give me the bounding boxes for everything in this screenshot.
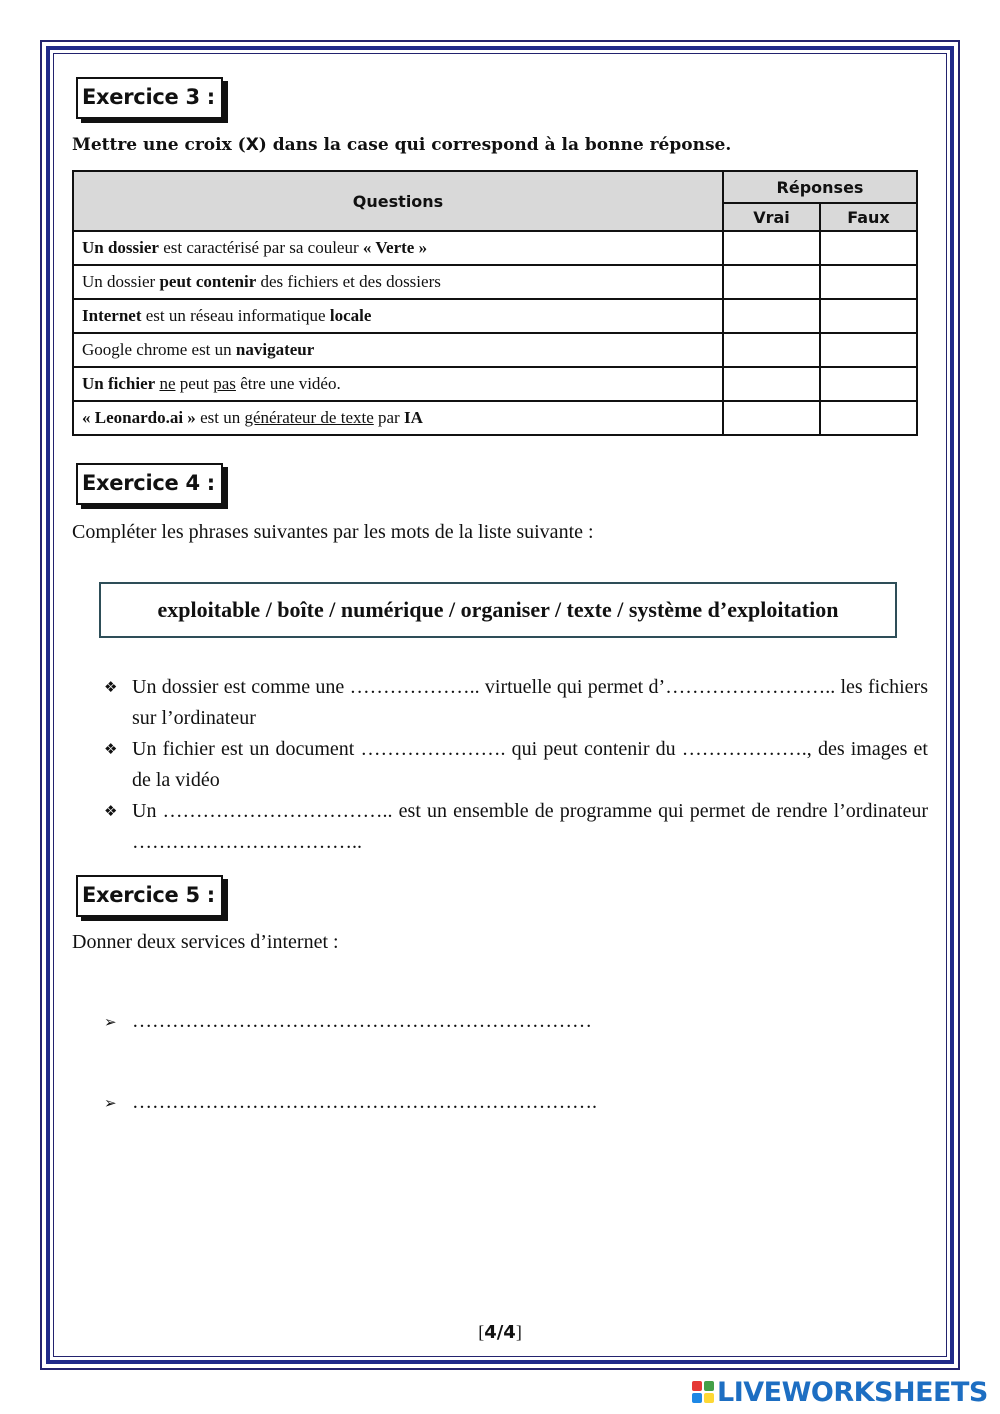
header-false: Faux bbox=[820, 203, 917, 231]
answer-field[interactable]: ……………………………………………………………. bbox=[132, 1091, 597, 1113]
header-questions: Questions bbox=[73, 171, 723, 231]
cross-mark: X bbox=[245, 135, 259, 155]
answer-false-checkbox[interactable] bbox=[820, 231, 917, 265]
table-row bbox=[73, 231, 917, 265]
answer-true-checkbox[interactable] bbox=[723, 265, 820, 299]
answer-true-checkbox[interactable] bbox=[723, 231, 820, 265]
answer-true-checkbox[interactable] bbox=[723, 367, 820, 401]
table-row bbox=[73, 401, 917, 435]
instruction-part: Mettre une croix ( bbox=[72, 135, 246, 155]
list-item bbox=[104, 796, 928, 858]
liveworksheets-logo bbox=[692, 1376, 988, 1408]
header-answers: Réponses bbox=[723, 171, 917, 203]
table-row bbox=[73, 367, 917, 401]
answer-false-checkbox[interactable] bbox=[820, 367, 917, 401]
answer-line bbox=[104, 1091, 597, 1114]
exercise5-instruction: Donner deux services d’internet : bbox=[72, 931, 339, 953]
exercise4-title: Exercice 4 : bbox=[76, 463, 223, 505]
brand-name: LIVEWORKSHEETS bbox=[717, 1376, 988, 1408]
true-false-table bbox=[72, 170, 918, 436]
answer-true-checkbox[interactable] bbox=[723, 333, 820, 367]
question-cell: Un fichier ne peut pas être une vidéo. bbox=[73, 367, 723, 401]
answer-true-checkbox[interactable] bbox=[723, 299, 820, 333]
question-cell: « Leonardo.ai » est un générateur de texte par IA bbox=[73, 401, 723, 435]
question-cell: Un dossier est caractérisé par sa couleur « Verte » bbox=[73, 231, 723, 265]
word-list-box: exploitable / boîte / numérique / organiser / texte / système d’exploitation bbox=[99, 582, 897, 638]
exercise3-title: Exercice 3 : bbox=[76, 77, 223, 119]
answer-false-checkbox[interactable] bbox=[820, 333, 917, 367]
table-row bbox=[73, 265, 917, 299]
sentence-text[interactable]: Un dossier est comme une ……………….. virtuelle qui permet d’…………………….. les fichiers sur l’ordinateur bbox=[132, 676, 928, 729]
answer-false-checkbox[interactable] bbox=[820, 265, 917, 299]
question-cell: Google chrome est un navigateur bbox=[73, 333, 723, 367]
header-true: Vrai bbox=[723, 203, 820, 231]
diamond-bullet-icon: ❖ bbox=[104, 740, 118, 758]
answer-line bbox=[104, 1010, 592, 1033]
table-row bbox=[73, 333, 917, 367]
table-row bbox=[73, 299, 917, 333]
exercise4-instruction: Compléter les phrases suivantes par les mots de la liste suivante : bbox=[72, 521, 594, 543]
fill-in-sentences bbox=[104, 672, 928, 858]
list-item bbox=[104, 734, 928, 796]
answer-field[interactable]: …………………………………………………………… bbox=[132, 1010, 592, 1032]
answer-false-checkbox[interactable] bbox=[820, 401, 917, 435]
exercise3-instruction bbox=[72, 135, 731, 155]
sentence-text[interactable]: Un …………………………….. est un ensemble de programme qui permet de rendre l’ordinateur …………………………….. bbox=[132, 800, 928, 853]
answer-false-checkbox[interactable] bbox=[820, 299, 917, 333]
question-cell: Un dossier peut contenir des fichiers et des dossiers bbox=[73, 265, 723, 299]
exercise5-title: Exercice 5 : bbox=[76, 875, 223, 917]
diamond-bullet-icon: ❖ bbox=[104, 802, 118, 820]
diamond-bullet-icon: ❖ bbox=[104, 678, 118, 696]
arrow-bullet-icon: ➢ bbox=[104, 1013, 117, 1031]
sentence-text[interactable]: Un fichier est un document …………………. qui peut contenir du ………………., des images et de la vidéo bbox=[132, 738, 928, 791]
liveworksheets-logo-icon bbox=[692, 1381, 714, 1403]
arrow-bullet-icon: ➢ bbox=[104, 1094, 117, 1112]
page-number: [4/4] bbox=[478, 1322, 522, 1343]
instruction-part: ) dans la case qui correspond à la bonne réponse. bbox=[258, 135, 732, 155]
list-item bbox=[104, 672, 928, 734]
answer-true-checkbox[interactable] bbox=[723, 401, 820, 435]
question-cell: Internet est un réseau informatique locale bbox=[73, 299, 723, 333]
